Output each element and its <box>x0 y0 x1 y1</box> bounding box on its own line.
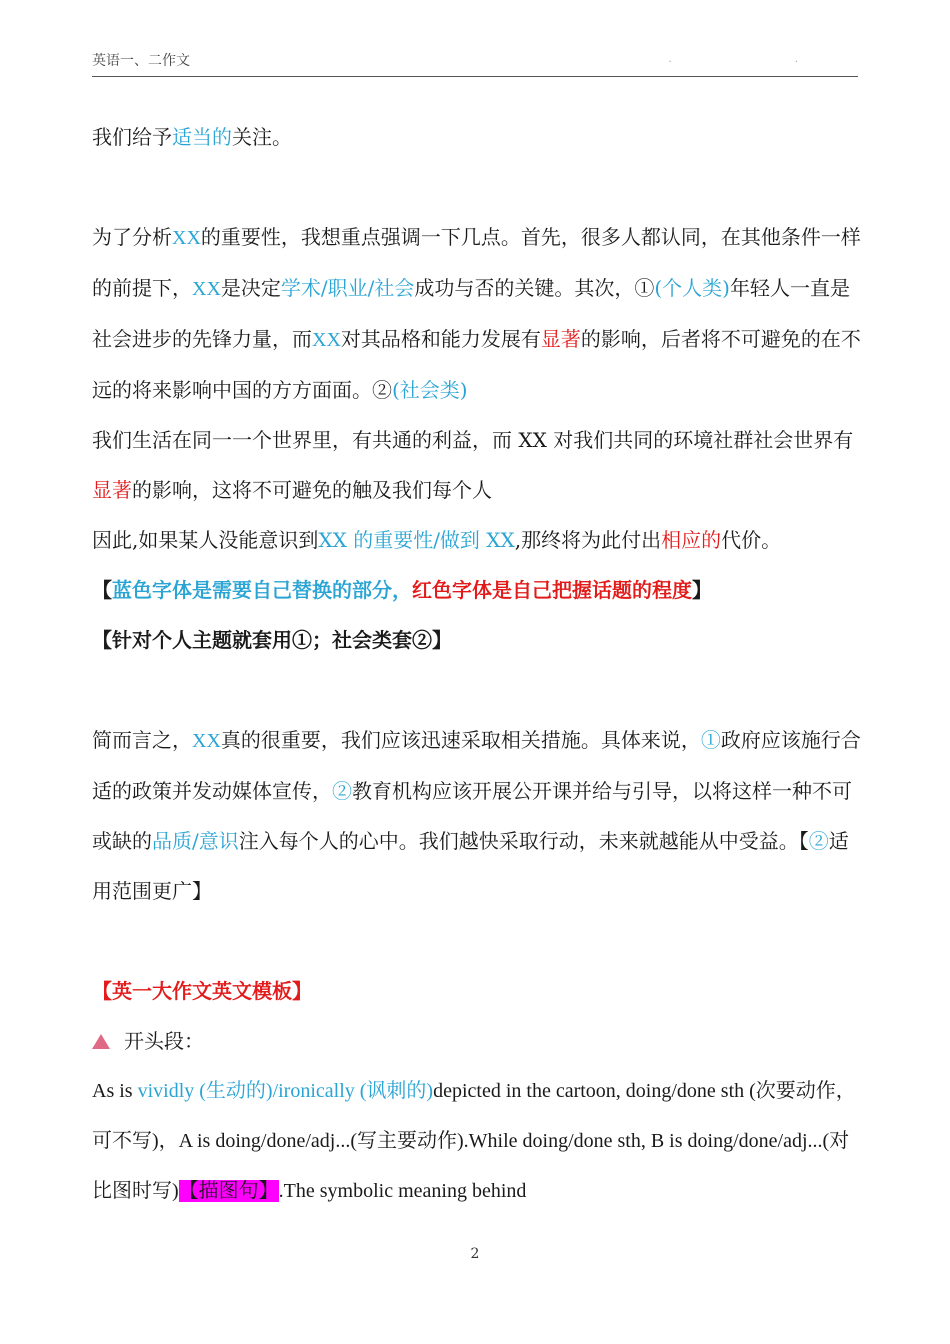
text: 代价。 <box>721 528 782 552</box>
page-header <box>92 50 858 77</box>
text: .The symbolic meaning behind <box>278 1180 527 1202</box>
header-title: 英语一、二作文 <box>92 53 190 69</box>
text: 适用范围更广】 <box>92 829 849 903</box>
red-text: 相应的 <box>661 528 722 552</box>
text: 真的很重要，我们应该迅速采取相关措施。具体来说， <box>220 728 701 752</box>
blue-text: ② <box>808 829 829 853</box>
triangle-icon <box>92 1034 110 1049</box>
blue-text: 品质/意识 <box>152 829 239 853</box>
blue-text: ② <box>332 779 352 803</box>
document-body <box>92 112 862 1216</box>
note-colors <box>92 565 862 615</box>
paragraph-1 <box>92 212 862 515</box>
blue-text: XX 的重要性/做到 XX <box>318 528 515 552</box>
note-usage: 【针对个人主题就套用①；社会类套②】 <box>92 628 452 652</box>
blue-text: 学术/职业/社会 <box>280 276 415 300</box>
blue-text: (个人类) <box>654 276 730 300</box>
text: depicted in the cartoon, doing/done sth (次要动作，可不写)，A is doing/done/adj...(写主要动作).While doing/done sth, B is doing/done/adj...(对比图时写) <box>92 1080 856 1202</box>
text: As is <box>92 1080 138 1102</box>
paragraph-4 <box>92 1066 862 1216</box>
highlight-tag: 【描图句】 <box>178 1180 279 1202</box>
blue-text: (社会类) <box>392 378 468 402</box>
text: 是决定 <box>220 276 281 300</box>
blue-text: XX <box>172 227 201 249</box>
page-number: 2 <box>470 1246 480 1262</box>
bracket: 】 <box>692 578 712 602</box>
text: 为了分析 <box>92 225 172 249</box>
text: 简而言之， <box>92 728 192 752</box>
text: 政府应该施行合适的政策并发动媒体宣传， <box>92 728 861 803</box>
blue-text: XX <box>192 730 221 752</box>
paragraph-3 <box>92 715 862 916</box>
paragraph-0 <box>92 112 862 162</box>
text: 我们给予 <box>92 125 172 149</box>
text: 教育机构应该开展公开课并给与引导，以将这样一种不可或缺的 <box>92 779 852 853</box>
subsection-heading <box>92 1016 862 1066</box>
text: 关注。 <box>232 125 292 149</box>
blue-text: vividly (生动的)/ironically (讽刺的) <box>137 1080 434 1102</box>
bracket: 【 <box>92 578 112 602</box>
blue-text: 适当的 <box>172 125 232 149</box>
blue-text: ① <box>700 728 721 752</box>
blue-text: XX <box>192 278 221 300</box>
header-dots: . . <box>668 54 858 65</box>
text: 我们生活在同一一个世界里，有共通的利益，而 XX 对我们共同的环境社群社会世界有 <box>92 428 854 452</box>
paragraph-2 <box>92 515 862 565</box>
red-text: 红色字体是自己把握话题的程度 <box>412 578 692 602</box>
text: 对其品格和能力发展有 <box>340 327 541 351</box>
red-text: 显著 <box>92 478 132 502</box>
text: 年轻人一直是社会进步的先锋力量，而 <box>92 276 850 351</box>
text: ,那终将为此付出 <box>514 528 662 552</box>
subsection-label: 开头段： <box>124 1029 204 1053</box>
red-text: 显著 <box>540 327 581 351</box>
blue-text: 蓝色字体是需要自己替换的部分， <box>112 578 412 602</box>
text: 注入每个人的心中。我们越快采取行动，未来就越能从中受益。【 <box>238 829 809 853</box>
text: 成功与否的关键。其次，① <box>414 276 655 300</box>
text: 的影响，这将不可避免的触及我们每个人 <box>132 478 492 502</box>
section-title: 【英一大作文英文模板】 <box>92 979 312 1003</box>
blue-text: XX <box>312 329 341 351</box>
text: 的影响，后者将不可避免的在不远的将来影响中国的方方面面。② <box>92 327 861 402</box>
text: 因此,如果某人没能意识到 <box>92 528 319 552</box>
text: 的重要性，我想重点强调一下几点。首先，很多人都认同，在其他条件一样的前提下， <box>92 225 861 300</box>
